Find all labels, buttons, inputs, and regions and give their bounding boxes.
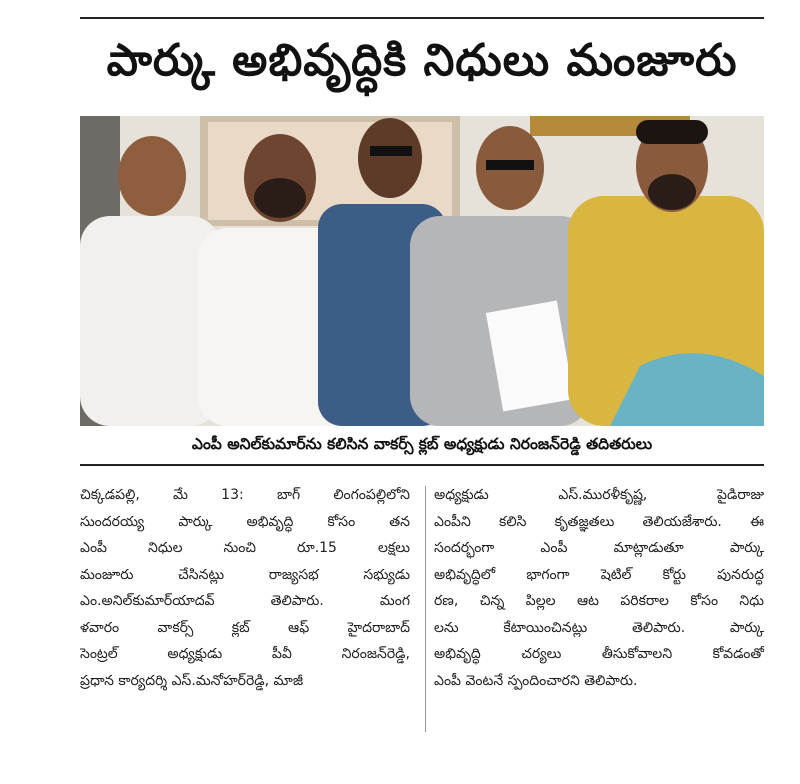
- article-line: సెంట్రల్ అధ్యక్షుడు పీవీ నిరంజన్‌రెడ్డి,: [80, 646, 410, 662]
- article-line: అభివృద్ధిలో భాగంగా షెటిల్ కోర్టు పునరుద్ధ: [434, 566, 764, 583]
- article-line: ళవారం వాకర్స్ క్లబ్ ఆఫ్ హైదరాబాద్: [80, 619, 410, 636]
- top-rule: [80, 17, 764, 19]
- article-line: రణ, చిన్న పిల్లల ఆట పరికరాల కోసం నిధు: [434, 593, 764, 609]
- article-line: ఎంపీ వెంటనే స్పందించారని తెలిపారు.: [434, 672, 638, 689]
- article-line: అధ్యక్షుడు ఎస్.మురళీకృష్ణ, పైడిరాజు: [434, 487, 764, 503]
- article-line: ఎంపీ నిధుల నుంచి రూ.15 లక్షలు: [80, 540, 410, 556]
- article-column-right: [434, 482, 764, 752]
- article-line: చిక్కడపల్లి, మే 13: బాగ్ లింగంపల్లిలోని: [80, 487, 410, 503]
- article-line: మంజూరు చేసినట్లు రాజ్యసభ సభ్యుడు: [80, 566, 410, 583]
- photo-caption: ఎంపీ అనిల్‌కుమార్‌ను కలిసిన వాకర్స్ క్లబ్ అధ్యక్షుడు నిరంజన్‌రెడ్డి తదితరులు: [80, 428, 764, 466]
- article-column-left: [80, 482, 410, 752]
- article-line: సందర్భంగా ఎంపీ మాట్లాడుతూ పార్కు: [434, 540, 764, 556]
- headline: పార్కు అభివృద్ధికి నిధులు మంజూరు: [106, 35, 738, 86]
- news-photo: [80, 116, 764, 426]
- article-line: సుందరయ్య పార్కు అభివృద్ధి కోసం తన: [80, 513, 410, 530]
- column-divider: [425, 486, 426, 732]
- article-line: ఎం.అనిల్‌కుమార్‌యాదవ్ తెలిపారు. మంగ: [80, 593, 410, 609]
- article-line: ఎంపీని కలిసి కృతజ్ఞతలు తెలియజేశారు. ఈ: [434, 513, 764, 530]
- article-line: అభివృద్ధి చర్యలు తీసుకోవాలని కోవడంతో: [434, 646, 764, 662]
- article-line: ప్రధాన కార్యదర్శి ఎస్.మనోహర్‌రెడ్డి, మాజీ: [80, 672, 304, 689]
- article-body: [80, 482, 764, 752]
- article-line: లను కేటాయించినట్లు తెలిపారు. పార్కు: [434, 619, 764, 636]
- photo-illustration: [80, 116, 764, 426]
